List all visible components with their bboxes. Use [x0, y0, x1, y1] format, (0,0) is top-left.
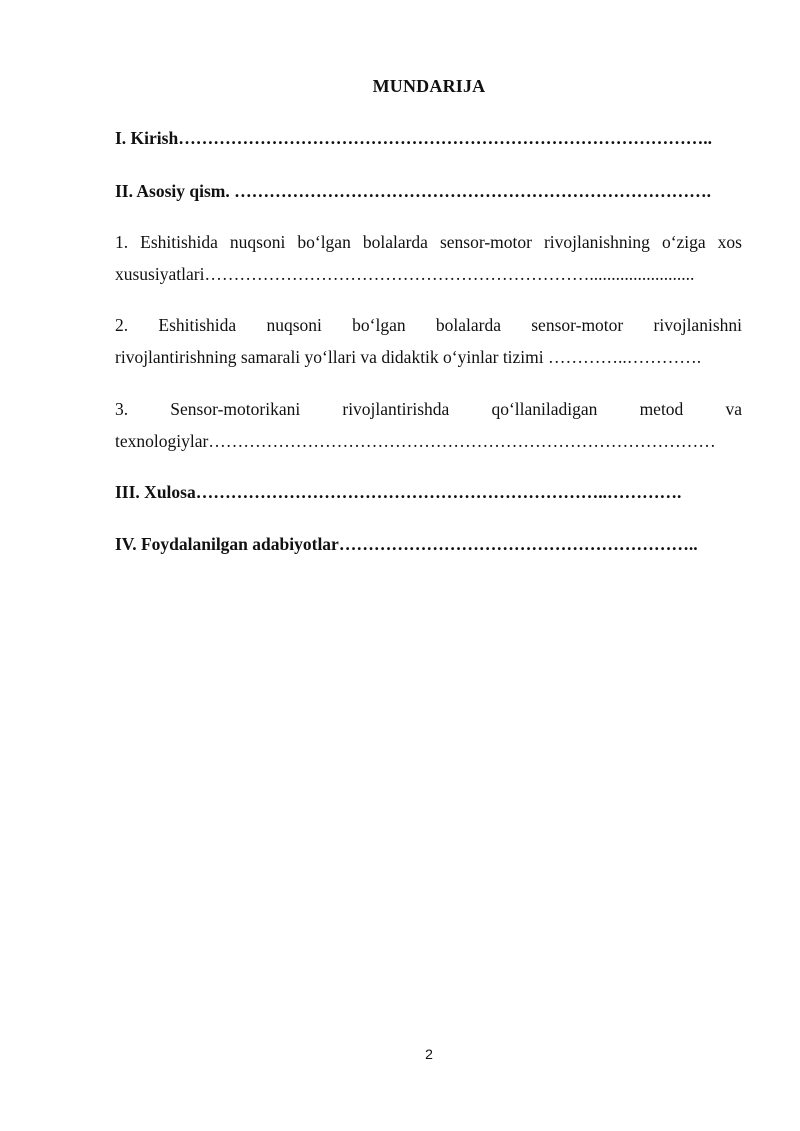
toc-entry-section-2-line2: rivojlantirishning samarali yo‘llari va didaktik o‘yinlar tizimi …………..…………. [115, 347, 702, 367]
page-title: MUNDARIJA [372, 76, 486, 96]
toc-entry-section-1-line1: 1. Eshitishida nuqsoni bo‘lgan bolalarda sensor-motor rivojlanishning o‘ziga xos [115, 232, 742, 252]
toc-entry-section-1 [115, 226, 742, 290]
toc-entry-section-2 [115, 309, 742, 373]
toc-entry-section-2-line1: 2. Eshitishida nuqsoni bo‘lgan bolalarda sensor-motor rivojlanishni [115, 315, 742, 335]
toc-entry-section-3 [115, 393, 742, 457]
toc-entry-references: IV. Foydalanilgan adabiyotlar…………………………………………………….. [115, 534, 698, 554]
toc-entry-conclusion: III. Xulosa……………………………………………………………..…………. [115, 482, 682, 502]
toc-entry-section-3-line2: texnologiylar…………………………………………………………………………… [115, 431, 716, 451]
toc-entry-introduction: I. Kirish……………………………………………………………………………….. [115, 128, 712, 148]
toc-entry-section-3-line1: 3. Sensor-motorikani rivojlantirishda qo‘llaniladigan metod va [115, 399, 742, 419]
page-number: 2 [425, 1046, 433, 1062]
toc-entry-section-1-line2: xususiyatlari…………………………………………………………........................ [115, 264, 695, 284]
toc-entry-main-part: II. Asosiy qism. ………………………………………………………………………. [115, 181, 712, 201]
